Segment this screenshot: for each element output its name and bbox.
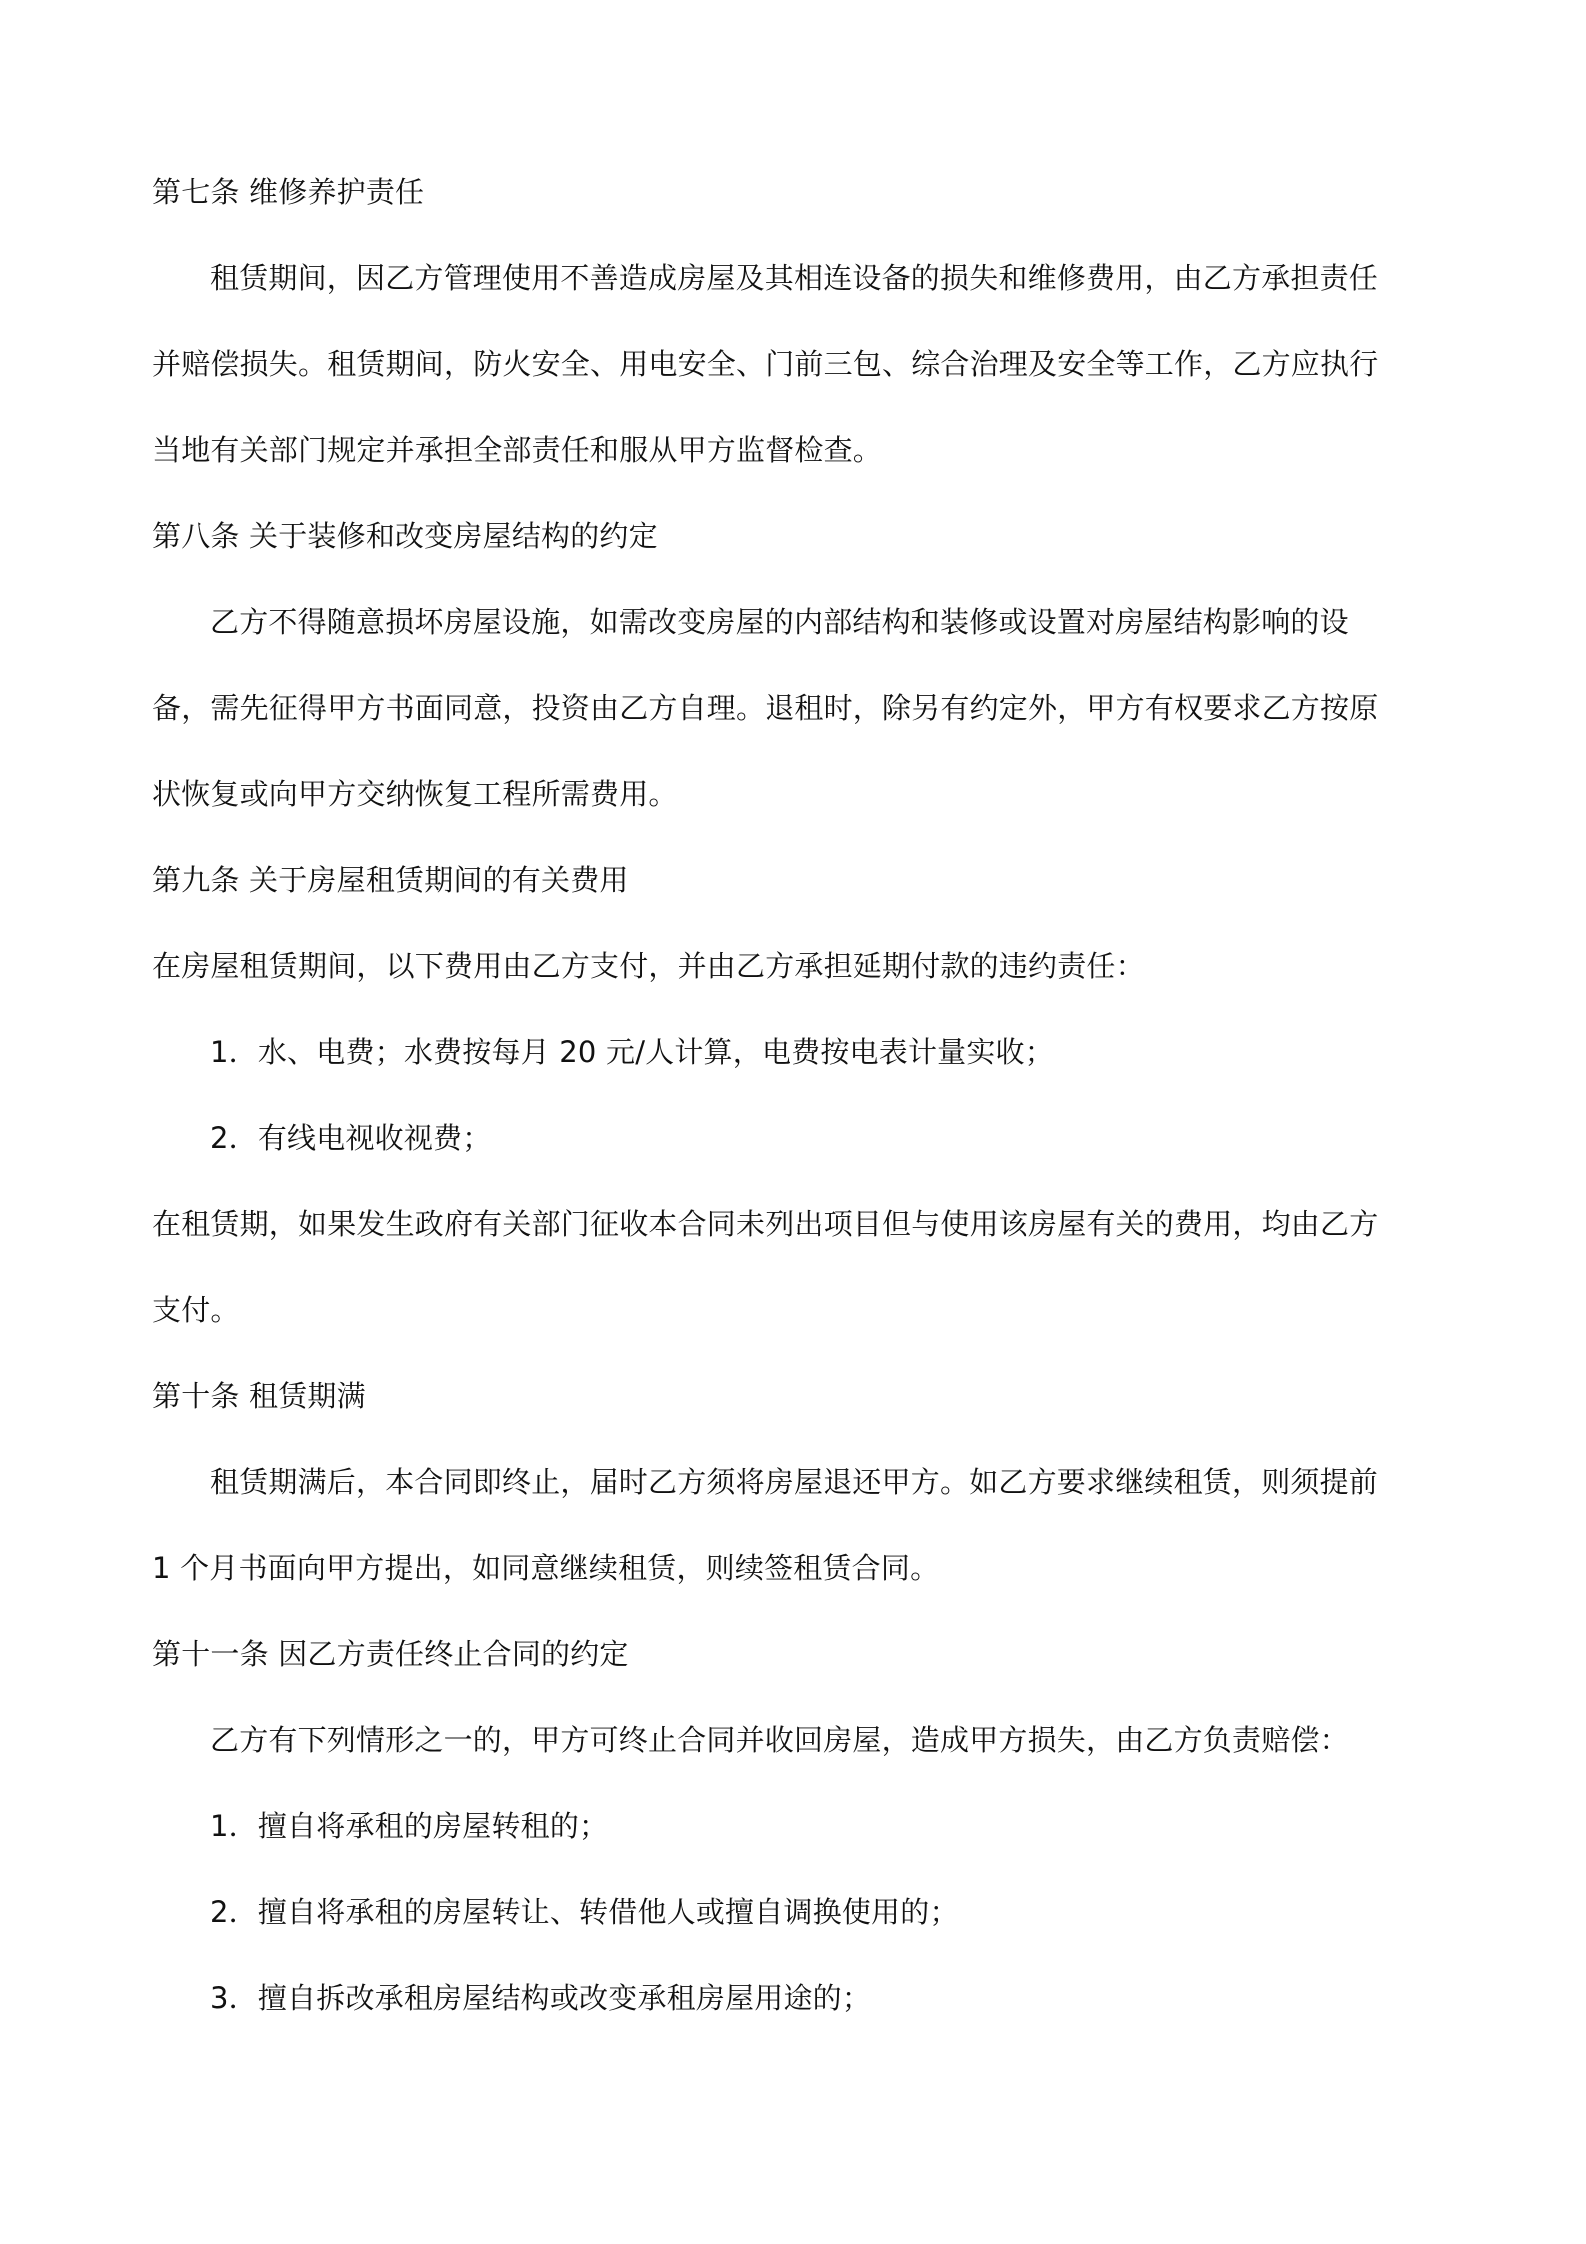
list-item: 2．擅自将承租的房屋转让、转借他人或擅自调换使用的； [210,1895,959,1929]
article-9-heading: 第九条 关于房屋租赁期间的有关费用 [152,863,629,897]
list-item: 2．有线电视收视费； [210,1121,492,1155]
paragraph-line: 支付。 [152,1293,240,1327]
paragraph-line: 状恢复或向甲方交纳恢复工程所需费用。 [152,777,678,811]
paragraph-line: 租赁期间，因乙方管理使用不善造成房屋及其相连设备的损失和维修费用，由乙方承担责任 [210,261,1379,295]
paragraph-line: 在租赁期，如果发生政府有关部门征收本合同未列出项目但与使用该房屋有关的费用，均由乙方 [152,1207,1379,1241]
paragraph-line: 并赔偿损失。租赁期间，防火安全、用电安全、门前三包、综合治理及安全等工作，乙方应执行 [152,347,1379,381]
list-item: 3．擅自拆改承租房屋结构或改变承租房屋用途的； [210,1981,872,2015]
article-10-heading: 第十条 租赁期满 [152,1379,366,1413]
paragraph-line: 乙方不得随意损坏房屋设施，如需改变房屋的内部结构和装修或设置对房屋结构影响的设 [210,605,1349,639]
article-11-heading: 第十一条 因乙方责任终止合同的约定 [152,1637,629,1671]
paragraph-line: 1 个月书面向甲方提出，如同意继续租赁，则续签租赁合同。 [152,1551,940,1585]
article-7-heading: 第七条 维修养护责任 [152,175,425,209]
article-8-heading: 第八条 关于装修和改变房屋结构的约定 [152,519,658,553]
paragraph-line: 在房屋租赁期间，以下费用由乙方支付，并由乙方承担延期付款的违约责任： [152,949,1145,983]
paragraph-line: 当地有关部门规定并承担全部责任和服从甲方监督检查。 [152,433,883,467]
list-item: 1．水、电费；水费按每月 20 元/人计算，电费按电表计量实收； [210,1035,1054,1069]
list-item: 1．擅自将承租的房屋转租的； [210,1809,609,1843]
paragraph-line: 备，需先征得甲方书面同意，投资由乙方自理。退租时，除另有约定外，甲方有权要求乙方按原 [152,691,1379,725]
paragraph-line: 乙方有下列情形之一的，甲方可终止合同并收回房屋，造成甲方损失，由乙方负责赔偿： [210,1723,1349,1757]
paragraph-line: 租赁期满后，本合同即终止，届时乙方须将房屋退还甲方。如乙方要求继续租赁，则须提前 [210,1465,1379,1499]
